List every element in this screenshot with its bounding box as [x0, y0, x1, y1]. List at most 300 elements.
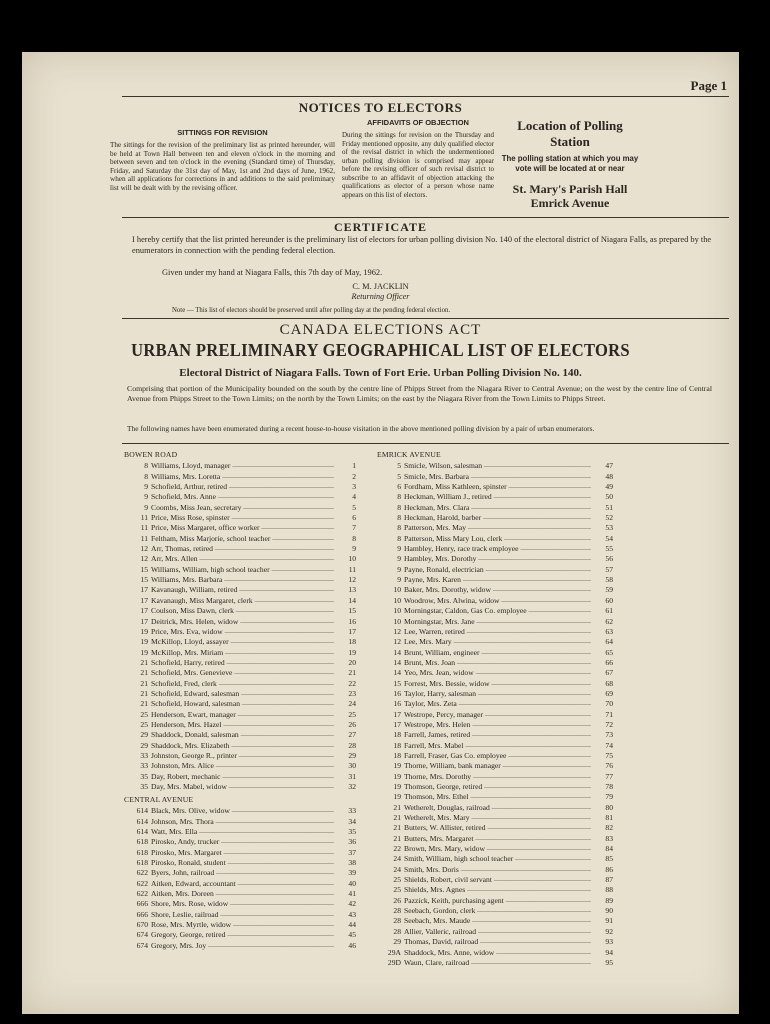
elector-row: [377, 844, 613, 854]
elector-number: 22: [348, 678, 356, 688]
act-title: CANADA ELECTIONS ACT: [279, 322, 482, 338]
elector-number: 47: [605, 461, 613, 471]
street-number: 14: [393, 668, 401, 678]
elector-number: 30: [348, 761, 356, 771]
elector-number: 38: [348, 858, 356, 868]
elector-row: [124, 741, 356, 751]
elector-row: [124, 751, 356, 761]
elector-row: [124, 868, 356, 878]
elector-row: [377, 782, 613, 792]
elector-number: 71: [605, 709, 613, 719]
elector-name: Williams, William, high school teacher —————: [151, 565, 334, 575]
enumeration-note: The following names have been enumerated during a recent house-to-house visitation in the above mentioned polling division by a pair of urban enumerators.: [127, 424, 595, 433]
street-number: 8: [397, 502, 401, 512]
elector-row: [124, 648, 356, 658]
elector-name: Butters, Mrs. Margaret —————: [404, 834, 591, 844]
street-number: 17: [393, 709, 401, 719]
certificate-rule: [122, 217, 729, 218]
elector-number: 63: [605, 626, 613, 636]
main-title: URBAN PRELIMINARY GEOGRAPHICAL LIST OF ELECTORS: [131, 340, 630, 360]
elector-name: Price, Miss Rose, spinster —————: [151, 513, 334, 523]
elector-name: Hambley, Mrs. Dorothy —————: [404, 554, 591, 564]
certificate-given: Given under my hand at Niagara Falls, this 7th day of May, 1962.: [162, 268, 383, 277]
elector-row: [377, 658, 613, 668]
elector-row: [124, 689, 356, 699]
elector-name: Fordham, Miss Kathleen, spinster —————: [404, 482, 591, 492]
elector-name: Smith, William, high school teacher —————: [404, 854, 591, 864]
elector-name: Schofield, Fred, clerk —————: [151, 679, 334, 689]
elector-row: [377, 772, 613, 782]
boundary-description: Comprising that portion of the Municipality bounded on the south by the centre line of Phipps Street from the Niagara River to Central Avenue; on the west by the centre line of Central Avenue from Phipps Street to the Town Limits; on the north by the Town Limits; on the east by the Niagara River from the Town Limits to Phipps Street.: [127, 384, 712, 403]
elector-name: Seebach, Gordon, clerk —————: [404, 906, 591, 916]
street-number: 9: [144, 492, 148, 502]
elector-name: Black, Mrs. Olive, widow —————: [151, 806, 334, 816]
street-number: 8: [397, 533, 401, 543]
elector-row: [377, 751, 613, 761]
elector-row: [377, 803, 613, 813]
street-number: 5: [397, 461, 401, 471]
elector-name: Payne, Ronald, electrician —————: [404, 565, 591, 575]
elector-name: Johnston, George R., printer —————: [151, 751, 334, 761]
street-number: 8: [144, 471, 148, 481]
act-rule: [122, 318, 729, 319]
street-heading: EMRICK AVENUE: [377, 450, 441, 459]
elector-number: 93: [605, 937, 613, 947]
elector-row: [377, 585, 613, 595]
street-number: 21: [393, 823, 401, 833]
elector-row: [377, 730, 613, 740]
elector-name: Day, Mrs. Mabel, widow —————: [151, 782, 334, 792]
street-number: 17: [393, 719, 401, 729]
elector-name: Thomson, George, retired —————: [404, 782, 591, 792]
elector-row: [377, 596, 613, 606]
elector-name: Henderson, Mrs. Hazel —————: [151, 720, 334, 730]
elector-row: [124, 617, 356, 627]
notices-title: NOTICES TO ELECTORS: [298, 100, 463, 115]
elector-name: Coombs, Miss Jean, secretary —————: [151, 503, 334, 513]
street-number: 618: [136, 858, 148, 868]
elector-name: Patterson, Mrs. May —————: [404, 523, 591, 533]
elector-number: 70: [605, 699, 613, 709]
elector-row: [124, 930, 356, 940]
preserve-note: Note — This list of electors should be preserved until after polling day at the pending federal election.: [172, 307, 451, 314]
elector-number: 89: [605, 895, 613, 905]
elector-number: 17: [348, 626, 356, 636]
street-number: 19: [393, 782, 401, 791]
elector-name: McKillop, Mrs. Miriam —————: [151, 648, 334, 658]
elector-name: Shore, Mrs. Rose, widow —————: [151, 899, 334, 909]
elector-name: Price, Miss Margaret, office worker —————: [151, 523, 334, 533]
street-number: 674: [136, 930, 148, 940]
street-number: 16: [393, 699, 401, 709]
street-number: 29: [140, 730, 148, 740]
street-number: 8: [397, 523, 401, 533]
elector-number: 21: [348, 668, 356, 678]
street-number: 24: [393, 864, 401, 874]
street-number: 29D: [387, 957, 401, 967]
elector-name: Thorne, William, bank manager —————: [404, 761, 591, 771]
elector-row: [377, 927, 613, 937]
elector-row: [377, 565, 613, 575]
elector-number: 18: [348, 637, 356, 647]
street-number: 28: [393, 906, 401, 916]
street-number: 18: [393, 730, 401, 740]
elector-name: Williams, Mrs. Barbara —————: [151, 575, 334, 585]
street-number: 35: [140, 771, 148, 781]
elector-name: Day, Robert, mechanic —————: [151, 772, 334, 782]
elector-name: Schofield, Harry, retired —————: [151, 658, 334, 668]
elector-number: 87: [605, 875, 613, 885]
elector-number: 65: [605, 647, 613, 657]
street-number: 26: [393, 895, 401, 905]
elector-number: 37: [348, 847, 356, 857]
elector-name: Lee, Warren, retired —————: [404, 627, 591, 637]
elector-row: [124, 565, 356, 575]
elector-number: 40: [348, 878, 356, 888]
street-number: 19: [140, 637, 148, 647]
elector-name: Williams, Mrs. Loretta —————: [151, 472, 334, 482]
elector-name: Watt, Mrs. Ella —————: [151, 827, 334, 837]
street-number: 666: [136, 909, 148, 919]
elector-row: [377, 834, 613, 844]
elector-number: 77: [605, 771, 613, 781]
elector-row: [377, 741, 613, 751]
elector-row: [124, 544, 356, 554]
elector-number: 41: [348, 889, 356, 899]
elector-row: [377, 710, 613, 720]
elector-name: Byers, John, railroad —————: [151, 868, 334, 878]
elector-row: [377, 916, 613, 926]
elector-name: Smith, Mrs. Doris —————: [404, 865, 591, 875]
street-number: 28: [393, 916, 401, 926]
elector-row: [377, 627, 613, 637]
elector-number: 60: [605, 595, 613, 605]
elector-number: 61: [605, 606, 613, 616]
street-number: 12: [140, 544, 148, 554]
elector-number: 54: [605, 533, 613, 543]
elector-name: Seebach, Mrs. Maude —————: [404, 916, 591, 926]
elector-name: Shields, Mrs. Agnes —————: [404, 885, 591, 895]
elector-row: [124, 772, 356, 782]
elector-name: Taylor, Mrs. Zeta —————: [404, 699, 591, 709]
elector-name: Forrest, Mrs. Bessie, widow —————: [404, 679, 591, 689]
elector-row: [124, 699, 356, 709]
elector-number: 69: [605, 688, 613, 698]
elector-name: Henderson, Ewart, manager —————: [151, 710, 334, 720]
elector-name: Thomson, Mrs. Ethel —————: [404, 792, 591, 802]
elector-row: [377, 761, 613, 771]
street-number: 622: [136, 889, 148, 899]
elector-name: Shore, Leslie, railroad —————: [151, 910, 334, 920]
elector-name: Westrope, Mrs. Helen —————: [404, 720, 591, 730]
elector-number: 81: [605, 813, 613, 823]
elector-name: Farrell, Mrs. Mabel —————: [404, 741, 591, 751]
elector-name: Pirosko, Ronald, student —————: [151, 858, 334, 868]
elector-name: Morningstar, Caldon, Gas Co. employee —————: [404, 606, 591, 616]
affidavits-text: During the sittings for revision on the Thursday and Friday mentioned opposite, any duly qualified elector of the revisal district in which the undermentioned urban polling division is comprised may appear before the revising officer of such revisal district to subscribe to an affidavit of objection attacking the qualifications as elector of a person whose name appears on this list of electors.: [342, 131, 494, 199]
elector-number: 55: [605, 544, 613, 554]
elector-name: Brunt, Mrs. Joan —————: [404, 658, 591, 668]
elector-name: Coulson, Miss Dawn, clerk —————: [151, 606, 334, 616]
street-number: 21: [140, 657, 148, 667]
elector-row: [124, 668, 356, 678]
elector-row: [124, 720, 356, 730]
street-number: 24: [393, 854, 401, 864]
elector-name: Kavanaugh, William, retired —————: [151, 585, 334, 595]
elector-row: [124, 858, 356, 868]
list-rule: [122, 443, 729, 444]
elector-number: 73: [605, 730, 613, 740]
elector-number: 74: [605, 740, 613, 750]
elector-row: [124, 492, 356, 502]
elector-name: Williams, Lloyd, manager —————: [151, 461, 334, 471]
street-number: 8: [397, 513, 401, 523]
elector-row: [377, 554, 613, 564]
elector-row: [124, 782, 356, 792]
elector-number: 4: [352, 492, 356, 502]
elector-number: 8: [352, 533, 356, 543]
elector-number: 7: [352, 523, 356, 533]
street-number: 9: [397, 554, 401, 564]
elector-number: 92: [605, 926, 613, 936]
street-number: 10: [393, 616, 401, 626]
street-number: 17: [140, 595, 148, 605]
street-number: 14: [393, 657, 401, 667]
elector-name: Brown, Mrs. Mary, widow —————: [404, 844, 591, 854]
elector-number: 85: [605, 854, 613, 864]
elector-name: Farrell, Fraser, Gas Co. employee —————: [404, 751, 591, 761]
elector-number: 29: [348, 750, 356, 760]
street-number: 618: [136, 837, 148, 847]
street-number: 14: [393, 647, 401, 657]
elector-name: Thomas, David, railroad —————: [404, 937, 591, 947]
street-number: 15: [393, 678, 401, 688]
elector-row: [377, 689, 613, 699]
elector-row: [124, 910, 356, 920]
elector-number: 36: [348, 837, 356, 847]
elector-number: 64: [605, 637, 613, 647]
elector-row: [124, 837, 356, 847]
bowen-road-list: [124, 450, 356, 792]
elector-number: 12: [348, 575, 356, 585]
street-number: 9: [144, 502, 148, 512]
street-number: 17: [140, 616, 148, 626]
elector-name: Schofield, Mrs. Genevieve —————: [151, 668, 334, 678]
elector-number: 51: [605, 502, 613, 512]
elector-number: 83: [605, 833, 613, 843]
elector-row: [377, 885, 613, 895]
elector-name: Arr, Mrs. Allen —————: [151, 554, 334, 564]
elector-row: [124, 627, 356, 637]
elector-row: [124, 806, 356, 816]
street-number: 22: [393, 844, 401, 854]
elector-number: 91: [605, 916, 613, 926]
elector-row: [377, 472, 613, 482]
elector-name: Price, Mrs. Eva, widow —————: [151, 627, 334, 637]
district-line: Electoral District of Niagara Falls. Town of Fort Erie. Urban Polling Division No. 140.: [179, 367, 582, 379]
elector-number: 25: [348, 709, 356, 719]
elector-number: 9: [352, 544, 356, 554]
elector-number: 39: [348, 868, 356, 878]
location-title: Location of Polling Station: [517, 118, 623, 149]
street-number: 29: [140, 740, 148, 750]
elector-name: Pirosko, Andy, trucker —————: [151, 837, 334, 847]
top-rule: [122, 96, 729, 97]
page-number: Page 1: [690, 78, 727, 93]
elector-name: Shaddock, Mrs. Elizabeth —————: [151, 741, 334, 751]
elector-name: Johnson, Mrs. Thora —————: [151, 817, 334, 827]
street-number: 11: [140, 523, 148, 533]
street-number: 9: [397, 575, 401, 585]
elector-name: Pirosko, Mrs. Margaret —————: [151, 848, 334, 858]
location-section: [500, 118, 640, 210]
elector-number: 11: [348, 564, 356, 574]
elector-row: [377, 492, 613, 502]
location-subtitle: The polling station at which you may vote will be located at or near: [501, 154, 639, 173]
elector-number: 19: [348, 647, 356, 657]
elector-row: [377, 523, 613, 533]
elector-name: Baker, Mrs. Dorothy, widow —————: [404, 585, 591, 595]
elector-number: 14: [348, 595, 356, 605]
street-number: 10: [393, 585, 401, 595]
street-number: 19: [393, 761, 401, 771]
street-number: 33: [140, 761, 148, 771]
street-number: 25: [393, 875, 401, 885]
elector-number: 79: [605, 792, 613, 802]
elector-name: Heckman, William J., retired —————: [404, 492, 591, 502]
elector-number: 31: [348, 771, 356, 781]
street-number: 21: [393, 813, 401, 823]
street-number: 19: [140, 626, 148, 636]
elector-number: 3: [352, 482, 356, 492]
elector-name: Deitrick, Mrs. Helen, widow —————: [151, 617, 334, 627]
elector-number: 26: [348, 719, 356, 729]
elector-row: [124, 482, 356, 492]
elector-name: Shields, Robert, civil servant —————: [404, 875, 591, 885]
elector-number: 10: [348, 554, 356, 564]
elector-name: Gregory, Mrs. Joy —————: [151, 941, 334, 951]
street-number: 622: [136, 868, 148, 878]
street-number: 21: [393, 833, 401, 843]
elector-row: [124, 899, 356, 909]
elector-name: Wetherelt, Douglas, railroad —————: [404, 803, 591, 813]
elector-row: [124, 889, 356, 899]
street-number: 8: [144, 461, 148, 471]
street-number: 25: [140, 719, 148, 729]
elector-number: 49: [605, 482, 613, 492]
street-number: 618: [136, 847, 148, 857]
street-number: 19: [140, 647, 148, 657]
elector-name: Wetherelt, Mrs. Mary —————: [404, 813, 591, 823]
street-number: 670: [136, 920, 148, 930]
elector-row: [124, 472, 356, 482]
location-place: St. Mary's Parish Hall Emrick Avenue: [512, 182, 628, 210]
elector-number: 84: [605, 844, 613, 854]
street-number: 16: [393, 688, 401, 698]
elector-number: 90: [605, 906, 613, 916]
elector-row: [377, 679, 613, 689]
elector-number: 33: [348, 806, 356, 816]
elector-number: 58: [605, 575, 613, 585]
street-number: 11: [140, 533, 148, 543]
elector-number: 50: [605, 492, 613, 502]
street-number: 17: [140, 606, 148, 616]
street-number: 21: [140, 699, 148, 709]
elector-row: [124, 585, 356, 595]
elector-name: Aitken, Edward, accountant —————: [151, 879, 334, 889]
street-number: 28: [393, 926, 401, 936]
elector-row: [377, 699, 613, 709]
elector-number: 95: [605, 957, 613, 967]
elector-row: [377, 617, 613, 627]
elector-name: Payne, Mrs. Karen —————: [404, 575, 591, 585]
street-number: 18: [393, 740, 401, 750]
elector-number: 24: [348, 699, 356, 709]
elector-number: 56: [605, 554, 613, 564]
elector-row: [377, 534, 613, 544]
elector-row: [377, 544, 613, 554]
elector-number: 23: [348, 688, 356, 698]
street-number: 21: [393, 802, 401, 812]
street-number: 15: [140, 575, 148, 585]
elector-row: [377, 896, 613, 906]
street-number: 12: [393, 637, 401, 647]
elector-number: 57: [605, 564, 613, 574]
elector-name: Shaddock, Donald, salesman —————: [151, 730, 334, 740]
elector-number: 34: [348, 816, 356, 826]
elector-row: [377, 461, 613, 471]
elector-number: 20: [348, 657, 356, 667]
street-number: 614: [136, 827, 148, 837]
elector-number: 6: [352, 513, 356, 523]
elector-name: Yeo, Mrs. Jean, widow —————: [404, 668, 591, 678]
elector-name: Smicle, Mrs. Barbara —————: [404, 472, 591, 482]
elector-number: 76: [605, 761, 613, 771]
elector-row: [124, 523, 356, 533]
elector-row: [377, 813, 613, 823]
street-number: 8: [397, 492, 401, 502]
elector-row: [377, 513, 613, 523]
street-number: 12: [393, 626, 401, 636]
elector-number: 42: [348, 899, 356, 909]
elector-name: Woodrow, Mrs. Alwina, widow —————: [404, 596, 591, 606]
elector-name: Arr, Thomas, retired —————: [151, 544, 334, 554]
elector-row: [124, 534, 356, 544]
elector-name: Gregory, George, retired —————: [151, 930, 334, 940]
elector-name: Patterson, Miss Mary Lou, clerk —————: [404, 534, 591, 544]
street-number: 9: [144, 482, 148, 492]
elector-number: 53: [605, 523, 613, 533]
elector-row: [124, 513, 356, 523]
elector-row: [124, 461, 356, 471]
elector-row: [377, 503, 613, 513]
elector-number: 67: [605, 668, 613, 678]
street-number: 19: [393, 792, 401, 802]
street-number: 15: [140, 564, 148, 574]
street-number: 10: [393, 595, 401, 605]
elector-row: [124, 679, 356, 689]
elector-number: 1: [352, 461, 356, 471]
elector-number: 94: [605, 947, 613, 957]
street-number: 614: [136, 816, 148, 826]
central-avenue-list: [124, 795, 356, 951]
certificate-title: CERTIFICATE: [333, 220, 428, 234]
elector-name: Morningstar, Mrs. Jane —————: [404, 617, 591, 627]
elector-row: [124, 827, 356, 837]
street-number: 9: [397, 564, 401, 574]
elector-row: [124, 575, 356, 585]
elector-row: [124, 817, 356, 827]
